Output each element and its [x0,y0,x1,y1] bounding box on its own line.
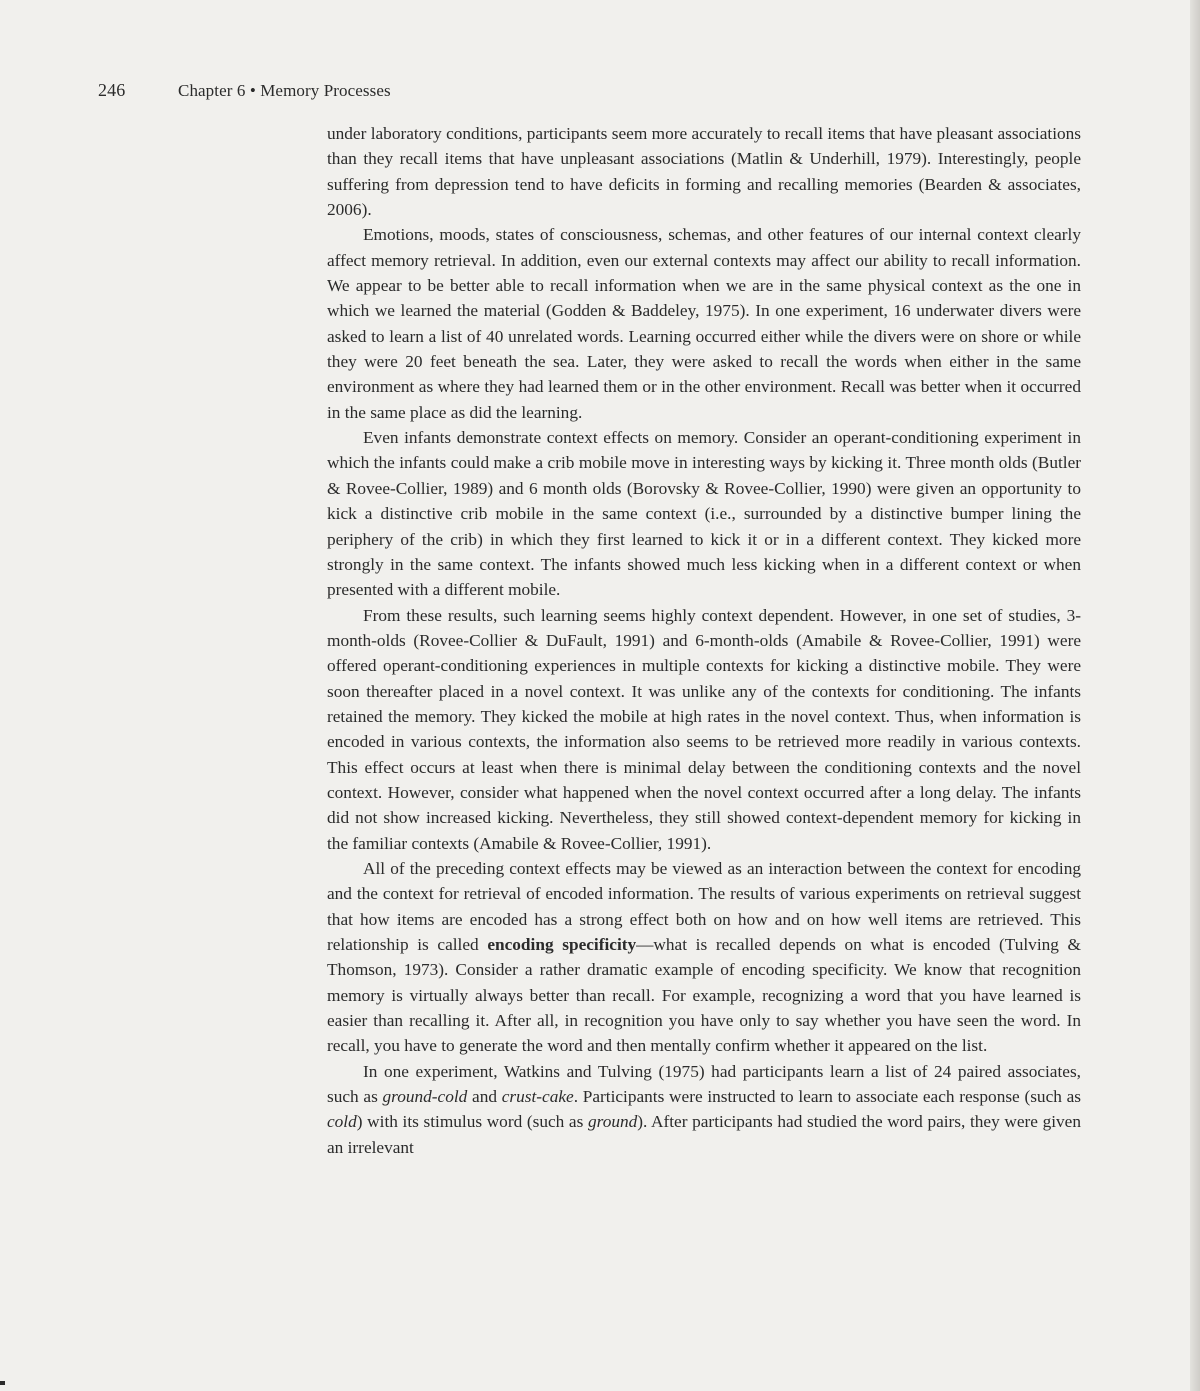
paragraph-2: Emotions, moods, states of consciousness, schemas, and other features of our internal context clearly affect memory retrieval. In addition, even our external contexts may affect our ability to recall information. We appear to be better able to recall information when we are in the same physical context as the one in which we learned the material (Godden & Baddeley, 1975). In one experiment, 16 underwater divers were asked to learn a list of 40 unrelated words. Learning occurred either while the divers were on shore or while they were 20 feet beneath the sea. Later, they were asked to recall the words when either in the same environment as where they had learned them or in the other environment. Recall was better when it occurred in the same place as did the learning. [327,225,1081,422]
example-pair-ground-cold: ground-cold [382,1087,468,1107]
paragraph-3: Even infants demonstrate context effects on memory. Consider an operant-conditioning experiment in which the infants could make a crib mobile move in interesting ways by kicking it. Three month olds (Butler & Rovee-Collier, 1989) and 6 month olds (Borovsky & Rovee-Collier, 1990) were given an opportunity to kick a distinctive crib mobile in the same context (i.e., surrounded by a distinctive bumper lining the periphery of the crib) in which they first learned to kick it or in a different context. They kicked more strongly in the same context. The infants showed much less kicking when in a different context or when presented with a different mobile. [327,428,1081,600]
page-edge-shadow [1190,0,1200,1391]
paragraph-5-text-before: All of the preceding context effects may be viewed as an interaction between the context for encoding and the context for retrieval of encoded information. The results of various experiments on retrieval suggest that how items are encoded has a strong effect both on how and on how well items are retrieved. This relationship is called [327,858,1081,954]
example-word-cold: cold [327,1112,357,1132]
paragraph-4: From these results, such learning seems highly context dependent. However, in one set of studies, 3-month-olds (Rovee-Collier & DuFault, 1991) and 6-month-olds (Amabile & Rovee-Collier, 1991) were offered operant-conditioning experiences in multiple contexts for kicking a distinctive mobile. They were soon thereafter placed in a novel context. It was unlike any of the contexts for conditioning. The infants retained the memory. They kicked the mobile at high rates in the novel context. Thus, when information is encoded in various contexts, the information also seems to be retrieved more readily in various contexts. This effect occurs at least when there is minimal delay between the conditioning contexts and the novel context. However, consider what happened when the novel context occurred after a long delay. The infants did not show increased kicking. Nevertheless, they still showed context-dependent memory for kicking in the familiar contexts (Amabile & Rovee-Collier, 1991). [327,605,1081,853]
paragraph-6-seg-5: ). After participants had studied the word pairs, they were given an irrelevant [327,1112,1081,1157]
page-number: 246 [98,80,126,100]
chapter-title: Chapter 6 • Memory Processes [178,81,391,100]
paragraph-6-seg-3: . Participants were instructed to learn to associate each response (such as [573,1087,1081,1107]
paragraph-1: under laboratory conditions, participants seem more accurately to recall items that have pleasant associations than they recall items that have unpleasant associations (Matlin & Underhill, 1979). Interestingly, people suffering from depression tend to have deficits in forming and recalling memories (Bearden & associates, 2006). [327,124,1081,220]
paragraph-6-seg-2: and [467,1087,502,1107]
paragraph-6-seg-4: ) with its stimulus word (such as [356,1112,588,1132]
paragraph-5-text-after: —what is recalled depends on what is encoded (Tulving & Thomson, 1973). Consider a rather dramatic example of encoding specificity. We know that recognition memory is virtually always better than recall. For example, recognizing a word that you have learned is easier than recalling it. After all, in recognition you have only to say whether you have seen the word. In recall, you have to generate the word and then mentally confirm whether it appeared on the list. [327,935,1081,1056]
scan-mark [0,1381,5,1385]
paragraph-6-seg-1: In one experiment, Watkins and Tulving (1975) had participants learn a list of 24 paired associates, such as [327,1061,1081,1107]
key-term-encoding-specificity: encoding specificity [487,935,637,954]
paragraph-5 [327,856,1081,1059]
example-word-ground: ground [587,1112,638,1132]
running-head [98,80,391,101]
example-pair-crust-cake: crust-cake [501,1087,574,1107]
paragraph-6 [327,1059,1081,1160]
body-text [327,121,1081,1160]
